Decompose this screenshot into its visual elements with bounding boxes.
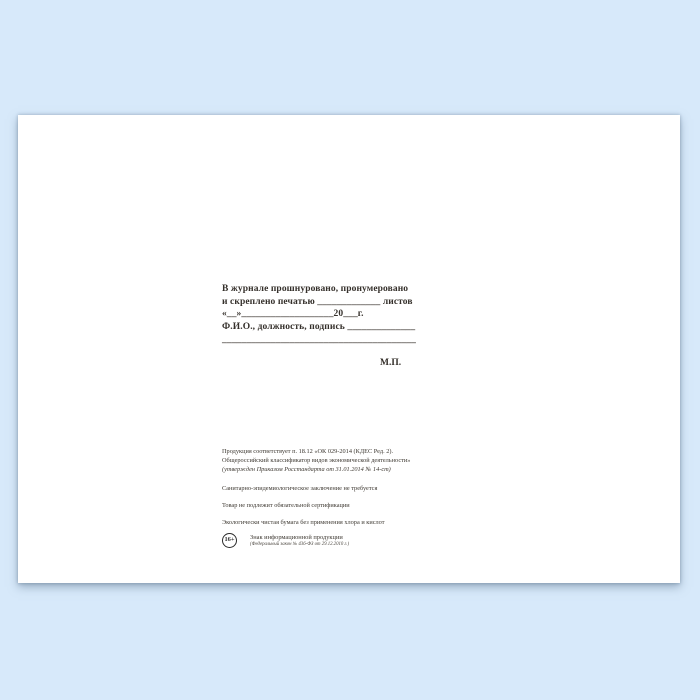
cert-line-5: ________________________________________ bbox=[222, 334, 416, 345]
certification-note: Товар не подлежит обязательной сертификации bbox=[222, 501, 350, 509]
ecology-note: Экологически чистая бумага без применения хлора и кислот bbox=[222, 518, 385, 526]
cert-line-2: и скреплено печатью _____________ листов bbox=[222, 296, 413, 307]
sanitary-note: Санитарно-эпидемиологическое заключение не требуется bbox=[222, 484, 378, 492]
age-16-plus-label: 16+ bbox=[224, 536, 235, 544]
certification-block bbox=[222, 283, 452, 347]
compliance-line-1: Продукция соответствует п. 18.12 «ОК 029-2014 (КДЕС Ред. 2). bbox=[222, 448, 394, 455]
information-sign-text bbox=[250, 534, 349, 548]
journal-back-page bbox=[18, 115, 680, 583]
information-sign-law: (Федеральный закон № 436-ФЗ от 29.12.2010 г.) bbox=[250, 541, 350, 547]
stamp-place-label: М.П. bbox=[380, 358, 402, 368]
age-16-plus-icon bbox=[222, 533, 237, 548]
cert-line-3: «__»___________________20___г. bbox=[222, 309, 364, 320]
cert-line-4: Ф.И.О., должность, подпись ______________ bbox=[222, 322, 416, 333]
cert-line-1: В журнале прошнуровано, пронумеровано bbox=[222, 284, 409, 294]
information-sign-title: Знак информационной продукции bbox=[250, 534, 343, 542]
compliance-note bbox=[222, 448, 482, 475]
compliance-line-2: Общероссийский классификатор видов экономической деятельности» bbox=[222, 456, 411, 464]
compliance-line-3: (утвержден Приказом Росстандарта от 31.01.2014 № 14-ст) bbox=[222, 465, 391, 473]
product-info-block bbox=[222, 448, 482, 548]
information-product-sign-row bbox=[222, 533, 482, 548]
